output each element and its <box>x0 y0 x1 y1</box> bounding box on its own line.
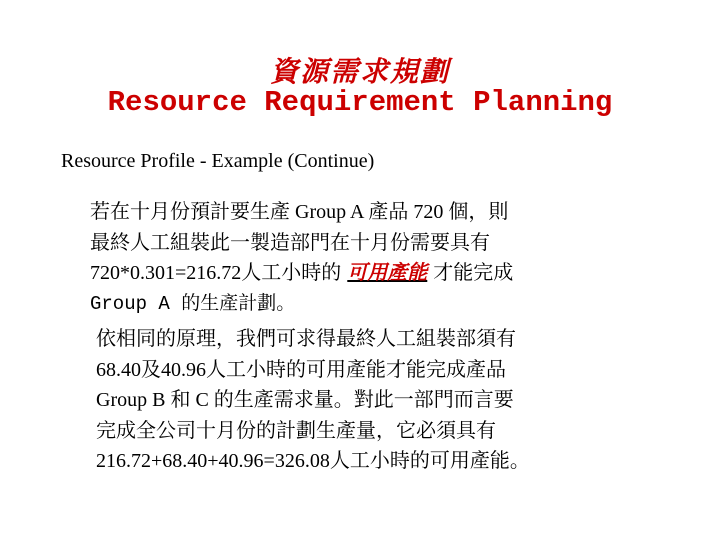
paragraph-1-line-1: 若在十月份預計要生產 Group A 產品 720 個，則 <box>90 201 509 223</box>
paragraph-2-line-3: Group B 和 C 的生產需求量。對此一部門而言要 <box>96 389 514 411</box>
paragraph-1-line-3-end: 才能完成 <box>433 262 514 284</box>
paragraph-2-line-2: 68.40及40.96人工小時的可用產能才能完成產品 <box>96 358 506 381</box>
section-subtitle: Resource Profile - Example (Continue) <box>61 150 375 172</box>
paragraph-2-line-4: 完成全公司十月份的計劃生產量，它必須具有 <box>96 419 496 442</box>
paragraph-1-line-3-start: 720*0.301=216.72人工小時的 <box>90 262 342 284</box>
page-title-chinese: 資源需求規劃 <box>269 55 450 88</box>
available-capacity-highlight: 可用產能 <box>347 262 428 284</box>
page-title-english: Resource Requirement Planning <box>107 86 613 119</box>
paragraph-1-line-2: 最終人工組裝此一製造部門在十月份需要具有 <box>90 231 490 254</box>
paragraph-1 <box>90 197 513 319</box>
paragraph-1-line-4: Group A 的生產計劃。 <box>90 292 296 315</box>
paragraph-2-line-5: 216.72+68.40+40.96=326.08人工小時的可用產能。 <box>96 450 530 472</box>
paragraph-1-line-3 <box>90 258 513 289</box>
paragraph-2 <box>96 324 530 477</box>
paragraph-2-line-1: 依相同的原理，我們可求得最終人工組裝部須有 <box>96 328 516 350</box>
